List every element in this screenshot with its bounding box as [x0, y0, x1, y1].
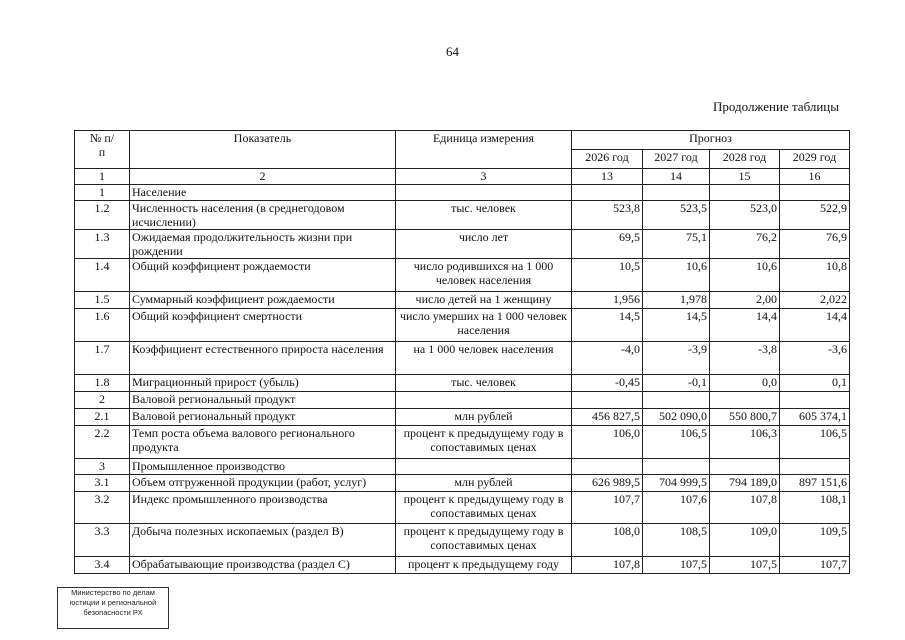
row-value: 605 374,1	[780, 409, 850, 426]
column-index: 15	[710, 169, 780, 185]
row-indicator: Индекс промышленного производства	[130, 492, 396, 524]
column-index-row	[75, 169, 850, 185]
table-row	[75, 292, 850, 309]
row-value	[572, 459, 643, 475]
row-value: 794 189,0	[710, 475, 780, 492]
row-unit: млн рублей	[396, 475, 572, 492]
row-number: 2.1	[75, 409, 130, 426]
row-value: -0,45	[572, 375, 643, 392]
forecast-table	[74, 130, 850, 574]
row-indicator: Общий коэффициент смертности	[130, 309, 396, 342]
row-value: 2,00	[710, 292, 780, 309]
row-unit: процент к предыдущему году в сопоставимых ценах	[396, 492, 572, 524]
row-value: -3,6	[780, 342, 850, 375]
row-value: 522,9	[780, 201, 850, 230]
table-row	[75, 475, 850, 492]
row-value: 897 151,6	[780, 475, 850, 492]
row-number: 3.4	[75, 557, 130, 574]
row-unit: процент к предыдущему году в сопоставимых ценах	[396, 524, 572, 557]
row-indicator: Коэффициент естественного прироста населения	[130, 342, 396, 375]
row-unit: число лет	[396, 230, 572, 259]
row-value: 107,7	[572, 492, 643, 524]
table-row	[75, 492, 850, 524]
row-value	[572, 392, 643, 409]
row-value: 106,3	[710, 426, 780, 459]
year-header: 2029 год	[780, 150, 850, 169]
row-value: 704 999,5	[643, 475, 710, 492]
row-value: 76,9	[780, 230, 850, 259]
row-number: 1.5	[75, 292, 130, 309]
row-number: 1.4	[75, 259, 130, 292]
row-value: 108,0	[572, 524, 643, 557]
row-value: 107,5	[710, 557, 780, 574]
row-value	[780, 459, 850, 475]
row-unit	[396, 392, 572, 409]
row-number: 1.8	[75, 375, 130, 392]
row-value: 107,5	[643, 557, 710, 574]
table-row	[75, 426, 850, 459]
row-value	[780, 392, 850, 409]
row-value: 523,8	[572, 201, 643, 230]
year-header: 2027 год	[643, 150, 710, 169]
table-row	[75, 185, 850, 201]
column-index: 16	[780, 169, 850, 185]
row-value	[572, 185, 643, 201]
row-indicator: Миграционный прирост (убыль)	[130, 375, 396, 392]
row-number: 3.2	[75, 492, 130, 524]
row-value: -3,8	[710, 342, 780, 375]
row-value: 14,5	[643, 309, 710, 342]
row-indicator: Валовой региональный продукт	[130, 409, 396, 426]
row-number: 2	[75, 392, 130, 409]
row-value: 109,0	[710, 524, 780, 557]
header-num: № п/п	[75, 131, 130, 169]
row-unit	[396, 185, 572, 201]
row-unit: число умерших на 1 000 человек населения	[396, 309, 572, 342]
row-value: -3,9	[643, 342, 710, 375]
table-body	[75, 169, 850, 574]
row-unit: тыс. человек	[396, 201, 572, 230]
row-number: 1.3	[75, 230, 130, 259]
row-value: 109,5	[780, 524, 850, 557]
row-value: 10,6	[643, 259, 710, 292]
row-value	[710, 185, 780, 201]
row-value: 106,0	[572, 426, 643, 459]
row-number: 2.2	[75, 426, 130, 459]
stamp-line: Министерство по делам	[71, 588, 155, 597]
row-indicator: Население	[130, 185, 396, 201]
table-row	[75, 259, 850, 292]
column-index: 1	[75, 169, 130, 185]
row-unit: процент к предыдущему году	[396, 557, 572, 574]
row-number: 1.6	[75, 309, 130, 342]
row-value: 626 989,5	[572, 475, 643, 492]
column-index: 2	[130, 169, 396, 185]
row-value: 75,1	[643, 230, 710, 259]
row-value: 550 800,7	[710, 409, 780, 426]
row-value: 10,6	[710, 259, 780, 292]
column-index: 13	[572, 169, 643, 185]
column-index: 14	[643, 169, 710, 185]
page-number: 64	[446, 44, 459, 59]
table-row	[75, 342, 850, 375]
row-unit	[396, 459, 572, 475]
row-unit: процент к предыдущему году в сопоставимых ценах	[396, 426, 572, 459]
table-row	[75, 524, 850, 557]
row-value	[643, 185, 710, 201]
header-forecast: Прогноз	[572, 131, 850, 150]
continuation-label: Продолжение таблицы	[713, 99, 839, 114]
row-value: -0,1	[643, 375, 710, 392]
row-value: 456 827,5	[572, 409, 643, 426]
row-unit: число родившихся на 1 000 человек населения	[396, 259, 572, 292]
row-value: 14,4	[710, 309, 780, 342]
row-value: 107,8	[572, 557, 643, 574]
table-row	[75, 409, 850, 426]
row-indicator: Валовой региональный продукт	[130, 392, 396, 409]
row-number: 1	[75, 185, 130, 201]
table-row	[75, 230, 850, 259]
row-value: 0,1	[780, 375, 850, 392]
row-indicator: Промышленное производство	[130, 459, 396, 475]
row-number: 3.1	[75, 475, 130, 492]
table-row	[75, 557, 850, 574]
table-row	[75, 201, 850, 230]
row-unit: на 1 000 человек населения	[396, 342, 572, 375]
ministry-stamp	[57, 587, 169, 629]
row-number: 3.3	[75, 524, 130, 557]
row-value: 107,8	[710, 492, 780, 524]
row-value	[710, 459, 780, 475]
row-indicator: Объем отгруженной продукции (работ, услуг)	[130, 475, 396, 492]
row-number: 1.7	[75, 342, 130, 375]
row-value: 10,8	[780, 259, 850, 292]
row-value: 108,5	[643, 524, 710, 557]
year-header: 2028 год	[710, 150, 780, 169]
row-value: 14,4	[780, 309, 850, 342]
row-value: 523,0	[710, 201, 780, 230]
row-value: -4,0	[572, 342, 643, 375]
row-number: 3	[75, 459, 130, 475]
row-value: 106,5	[643, 426, 710, 459]
row-value	[710, 392, 780, 409]
table-row	[75, 375, 850, 392]
table-row	[75, 309, 850, 342]
row-number: 1.2	[75, 201, 130, 230]
row-unit: число детей на 1 женщину	[396, 292, 572, 309]
row-value: 76,2	[710, 230, 780, 259]
row-value: 69,5	[572, 230, 643, 259]
table-row	[75, 459, 850, 475]
header-unit: Единица измерения	[396, 131, 572, 169]
row-value: 0,0	[710, 375, 780, 392]
row-value: 14,5	[572, 309, 643, 342]
row-value: 1,956	[572, 292, 643, 309]
row-indicator: Численность населения (в среднегодовом исчислении)	[130, 201, 396, 230]
column-index: 3	[396, 169, 572, 185]
row-value: 523,5	[643, 201, 710, 230]
header-indicator: Показатель	[130, 131, 396, 169]
row-value: 107,7	[780, 557, 850, 574]
stamp-line: юстиции и региональной	[69, 598, 157, 607]
row-value: 502 090,0	[643, 409, 710, 426]
row-indicator: Обрабатывающие производства (раздел С)	[130, 557, 396, 574]
table-row	[75, 392, 850, 409]
row-value: 2,022	[780, 292, 850, 309]
row-value: 106,5	[780, 426, 850, 459]
row-indicator: Общий коэффициент рождаемости	[130, 259, 396, 292]
row-value: 1,978	[643, 292, 710, 309]
row-unit: тыс. человек	[396, 375, 572, 392]
row-indicator: Темп роста объема валового регионального продукта	[130, 426, 396, 459]
row-value: 10,5	[572, 259, 643, 292]
row-value: 107,6	[643, 492, 710, 524]
row-value	[643, 459, 710, 475]
row-unit: млн рублей	[396, 409, 572, 426]
row-value: 108,1	[780, 492, 850, 524]
row-value	[643, 392, 710, 409]
row-indicator: Ожидаемая продолжительность жизни при рождении	[130, 230, 396, 259]
stamp-line: безопасности РХ	[83, 608, 143, 617]
row-indicator: Добыча полезных ископаемых (раздел В)	[130, 524, 396, 557]
year-header: 2026 год	[572, 150, 643, 169]
row-value	[780, 185, 850, 201]
row-indicator: Суммарный коэффициент рождаемости	[130, 292, 396, 309]
